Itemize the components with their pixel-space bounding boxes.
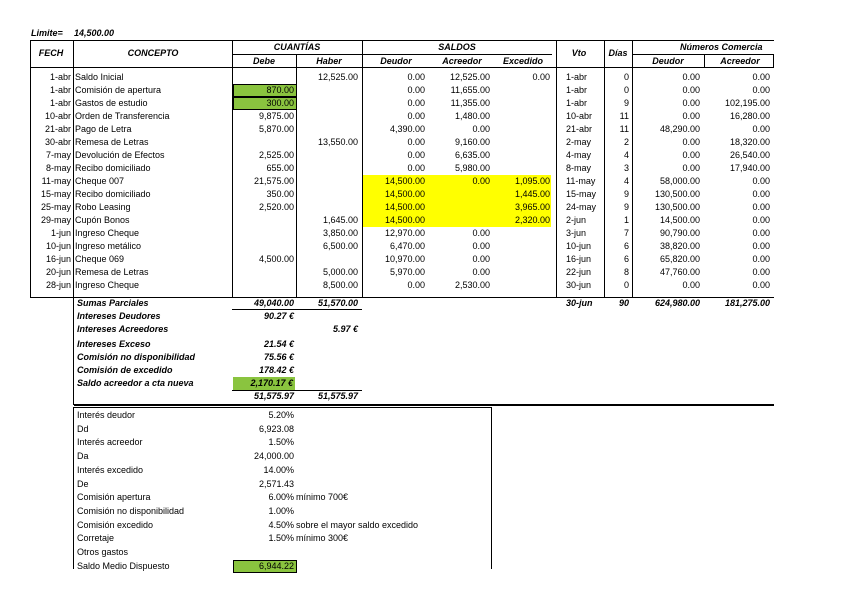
saldo-label: Saldo acreedor a cta nueva <box>77 378 194 388</box>
cell-acreedor: 2,530.00 <box>454 280 490 290</box>
cell-num-deudor: 58,000.00 <box>659 176 700 186</box>
border-num-right <box>773 54 774 68</box>
cell-acreedor: 11,655.00 <box>450 85 490 95</box>
cell-acreedor: 6,635.00 <box>454 150 490 160</box>
cell-fech: 1-jun <box>50 228 71 238</box>
header-saldos: SALDOS <box>438 42 476 52</box>
int-deudores-label: Intereses Deudores <box>77 311 161 321</box>
cell-num-deudor: 90,790.00 <box>659 228 700 238</box>
border-fech <box>73 40 74 298</box>
cell-dias: 0 <box>623 72 629 82</box>
cell-concepto: Ingreso Cheque <box>75 280 140 290</box>
cell-vto: 3-jun <box>566 228 587 238</box>
cell-fech: 1-abr <box>49 98 71 108</box>
cell-haber: 5,000.00 <box>322 267 358 277</box>
param-label: De <box>77 479 89 489</box>
cell-num-acreedor: 0.00 <box>752 280 770 290</box>
cell-deudor: 14,500.00 <box>384 189 425 199</box>
cell-fech: 20-jun <box>45 267 71 277</box>
cell-vto: 24-may <box>566 202 597 212</box>
param-label: Corretaje <box>77 533 115 543</box>
cell-concepto: Comisión de apertura <box>75 85 162 95</box>
summary-left-border <box>73 298 74 405</box>
cell-num-acreedor: 17,940.00 <box>729 163 770 173</box>
cell-concepto: Recibo domiciliado <box>75 163 151 173</box>
cell-num-acreedor: 0.00 <box>752 124 770 134</box>
cell-acreedor: 11,355.00 <box>450 98 490 108</box>
param-label: Otros gastos <box>77 547 129 557</box>
cell-vto: 2-may <box>566 137 592 147</box>
cell-fech: 25-may <box>40 202 71 212</box>
cell-acreedor: 0.00 <box>472 176 490 186</box>
cell-deudor: 10,970.00 <box>384 254 425 264</box>
cell-num-deudor: 0.00 <box>682 72 700 82</box>
cell-dias: 11 <box>619 124 629 134</box>
cell-deudor: 0.00 <box>407 85 425 95</box>
cell-deudor: 14,500.00 <box>384 176 425 186</box>
int-deudores-value: 90.27 € <box>263 311 294 321</box>
cell-haber: 12,525.00 <box>317 72 358 82</box>
cell-dias: 2 <box>623 137 629 147</box>
cell-concepto: Devolución de Efectos <box>75 150 165 160</box>
cell-dias: 9 <box>623 189 629 199</box>
cell-deudor: 14,500.00 <box>384 202 425 212</box>
cell-vto: 10-jun <box>566 241 592 251</box>
cell-vto: 1-abr <box>566 98 588 108</box>
param-value: 1.00% <box>268 506 294 516</box>
cell-num-deudor: 47,760.00 <box>659 267 700 277</box>
cell-num-deudor: 65,820.00 <box>659 254 700 264</box>
cell-deudor: 4,390.00 <box>389 124 425 134</box>
cell-fech: 29-may <box>40 215 71 225</box>
cell-debe: 300.00 <box>233 97 297 110</box>
com-nodisp-value: 75.56 € <box>263 352 294 362</box>
cell-haber: 1,645.00 <box>322 215 358 225</box>
cell-debe: 5,870.00 <box>258 124 294 134</box>
param-value: 6,923.08 <box>258 424 294 434</box>
cell-dias: 4 <box>623 150 629 160</box>
cell-dias: 0 <box>623 85 629 95</box>
cell-acreedor: 0.00 <box>472 267 490 277</box>
cell-num-deudor: 0.00 <box>682 111 700 121</box>
param-value: 1.50% <box>268 533 294 543</box>
limite-value: 14,500.00 <box>74 28 115 38</box>
cell-vto: 8-may <box>566 163 592 173</box>
header-numeros: Números Comercia <box>680 42 763 52</box>
sumas-haber: 51,570.00 <box>317 298 358 308</box>
cell-debe: 2,520.00 <box>258 202 294 212</box>
cell-excedido: 0.00 <box>532 72 550 82</box>
cell-concepto: Cheque 069 <box>75 254 125 264</box>
cell-acreedor: 0.00 <box>472 254 490 264</box>
header-deudor: Deudor <box>380 56 412 66</box>
cell-deudor: 0.00 <box>407 72 425 82</box>
cell-debe: 2,525.00 <box>258 150 294 160</box>
cell-num-deudor: 0.00 <box>682 137 700 147</box>
cell-num-acreedor: 0.00 <box>752 228 770 238</box>
cell-fech: 11-may <box>41 176 71 186</box>
cell-num-deudor: 48,290.00 <box>659 124 700 134</box>
cell-deudor: 12,970.00 <box>384 228 425 238</box>
cell-concepto: Gastos de estudio <box>75 98 148 108</box>
cell-vto: 1-abr <box>566 85 588 95</box>
cell-fech: 7-may <box>45 150 71 160</box>
cell-num-deudor: 0.00 <box>682 280 700 290</box>
cell-vto: 15-may <box>566 189 597 199</box>
param-label: Interés acreedor <box>77 437 143 447</box>
param-label: Da <box>77 451 89 461</box>
cell-concepto: Ingreso Cheque <box>75 228 140 238</box>
cell-fech: 1-abr <box>49 72 71 82</box>
param-value: 5.20% <box>268 410 294 420</box>
int-acreedores-value: 5.97 € <box>332 324 358 334</box>
cell-deudor: 0.00 <box>407 280 425 290</box>
cell-deudor: 0.00 <box>407 150 425 160</box>
cell-deudor: 6,470.00 <box>389 241 425 251</box>
cell-concepto: Ingreso metálico <box>75 241 142 251</box>
cell-debe: 870.00 <box>233 84 297 97</box>
cell-acreedor: 0.00 <box>472 228 490 238</box>
header-vto: Vto <box>571 48 587 58</box>
cell-haber: 13,550.00 <box>317 137 358 147</box>
param-value: 2,571.43 <box>258 479 294 489</box>
cell-acreedor: 5,980.00 <box>454 163 490 173</box>
cell-excedido: 1,095.00 <box>514 176 550 186</box>
cell-num-acreedor: 16,280.00 <box>729 111 770 121</box>
cell-vto: 4-may <box>566 150 592 160</box>
cell-dias: 9 <box>623 98 629 108</box>
header-fech: FECH <box>38 48 64 58</box>
cell-haber: 8,500.00 <box>322 280 358 290</box>
sumas-dias: 90 <box>618 298 629 308</box>
cell-deudor: 14,500.00 <box>384 215 425 225</box>
header-excedido: Excedido <box>502 56 543 66</box>
sumas-num-acreedor: 181,275.00 <box>724 298 770 308</box>
param-value: 6.00% <box>268 492 294 502</box>
cell-excedido: 1,445.00 <box>514 189 550 199</box>
cell-acreedor: 12,525.00 <box>449 72 490 82</box>
param-note: mínimo 700€ <box>296 492 349 502</box>
cell-excedido: 2,320.00 <box>514 215 550 225</box>
header-acreedor: Acreedor <box>442 56 482 66</box>
param-note: mínimo 300€ <box>296 533 349 543</box>
cell-vto: 30-jun <box>566 280 592 290</box>
cell-fech: 16-jun <box>45 254 71 264</box>
param-label: Dd <box>77 424 89 434</box>
cell-debe: 9,875.00 <box>258 111 294 121</box>
param-value: 24,000.00 <box>253 451 294 461</box>
com-excedido-label: Comisión de excedido <box>77 365 173 375</box>
cell-vto: 2-jun <box>566 215 587 225</box>
cell-vto: 10-abr <box>566 111 593 121</box>
header-num-deudor: Deudor <box>652 56 684 66</box>
total-debe: 51,575.97 <box>253 391 294 401</box>
cell-dias: 1 <box>623 215 629 225</box>
com-excedido-value: 178.42 € <box>258 365 294 375</box>
cell-debe: 350.00 <box>266 189 294 199</box>
cell-num-deudor: 130,500.00 <box>654 189 700 199</box>
param-label: Interés excedido <box>77 465 144 475</box>
cell-num-acreedor: 0.00 <box>752 85 770 95</box>
cell-fech: 1-abr <box>49 85 71 95</box>
cell-acreedor: 0.00 <box>472 241 490 251</box>
cell-num-deudor: 0.00 <box>682 150 700 160</box>
cell-num-acreedor: 102,195.00 <box>724 98 770 108</box>
cell-vto: 11-may <box>566 176 596 186</box>
cell-num-acreedor: 0.00 <box>752 72 770 82</box>
int-acreedores-label: Intereses Acreedores <box>77 324 169 334</box>
param-label: Saldo Medio Dispuesto <box>77 561 170 571</box>
header-debe: Debe <box>252 56 275 66</box>
cell-vto: 1-abr <box>566 72 588 82</box>
cell-deudor: 0.00 <box>407 163 425 173</box>
cell-dias: 11 <box>619 111 629 121</box>
cell-num-deudor: 38,820.00 <box>659 241 700 251</box>
param-label: Comisión apertura <box>77 492 151 502</box>
int-exceso-label: Intereses Exceso <box>77 339 151 349</box>
cell-concepto: Recibo domiciliado <box>75 189 151 199</box>
param-value: 6,944.22 <box>233 560 297 573</box>
cell-num-acreedor: 0.00 <box>752 215 770 225</box>
header-dias: Días <box>608 48 628 58</box>
cell-concepto: Cheque 007 <box>75 176 125 186</box>
int-exceso-value: 21.54 € <box>263 339 294 349</box>
cell-fech: 15-may <box>40 189 71 199</box>
sumas-label: Sumas Parciales <box>77 298 149 308</box>
cell-dias: 3 <box>623 163 629 173</box>
summary-bottom-rule <box>74 404 774 406</box>
cell-num-acreedor: 0.00 <box>752 241 770 251</box>
sumas-num-deudor: 624,980.00 <box>654 298 700 308</box>
cell-concepto: Robo Leasing <box>75 202 131 212</box>
cell-fech: 30-abr <box>44 137 71 147</box>
cell-num-acreedor: 0.00 <box>752 202 770 212</box>
cell-concepto: Cupón Bonos <box>75 215 130 225</box>
cell-fech: 8-may <box>45 163 71 173</box>
header-haber: Haber <box>316 56 342 66</box>
cell-num-acreedor: 26,540.00 <box>729 150 770 160</box>
cell-num-acreedor: 0.00 <box>752 176 770 186</box>
cell-num-acreedor: 0.00 <box>752 189 770 199</box>
param-label: Interés deudor <box>77 410 136 420</box>
saldo-value: 2,170.17 € <box>233 377 295 390</box>
cell-vto: 22-jun <box>566 267 592 277</box>
cell-debe: 4,500.00 <box>258 254 294 264</box>
param-label: Comisión no disponibilidad <box>77 506 185 516</box>
param-value: 1.50% <box>268 437 294 447</box>
cell-num-acreedor: 0.00 <box>752 254 770 264</box>
sumas-debe: 49,040.00 <box>253 298 294 308</box>
cell-num-deudor: 130,500.00 <box>654 202 700 212</box>
cell-num-deudor: 0.00 <box>682 85 700 95</box>
cell-dias: 6 <box>623 241 629 251</box>
sumas-vto: 30-jun <box>566 298 593 308</box>
header-concepto: CONCEPTO <box>127 48 179 58</box>
cell-fech: 10-jun <box>45 241 71 251</box>
cell-excedido: 3,965.00 <box>514 202 550 212</box>
cell-deudor: 0.00 <box>407 111 425 121</box>
cell-num-deudor: 0.00 <box>682 163 700 173</box>
border-num-sub <box>704 54 705 68</box>
header-num-acreedor: Acreedor <box>720 56 760 66</box>
cell-deudor: 5,970.00 <box>389 267 425 277</box>
cell-debe: 655.00 <box>266 163 294 173</box>
cell-acreedor: 0.00 <box>472 124 490 134</box>
cell-vto: 21-abr <box>566 124 593 134</box>
border-saldos <box>556 40 557 298</box>
cell-fech: 21-abr <box>44 124 71 134</box>
cell-acreedor: 1,480.00 <box>454 111 490 121</box>
cell-num-acreedor: 18,320.00 <box>729 137 770 147</box>
cell-dias: 6 <box>623 254 629 264</box>
cell-num-acreedor: 0.00 <box>752 267 770 277</box>
com-nodisp-label: Comisión no disponibilidad <box>77 352 195 362</box>
cell-dias: 8 <box>623 267 629 277</box>
param-value: 14.00% <box>263 465 294 475</box>
cell-concepto: Remesa de Letras <box>75 267 149 277</box>
total-haber: 51,575.97 <box>317 391 358 401</box>
cell-deudor: 0.00 <box>407 137 425 147</box>
cell-concepto: Pago de Letra <box>75 124 132 134</box>
cell-num-deudor: 14,500.00 <box>659 215 700 225</box>
cell-concepto: Remesa de Letras <box>75 137 149 147</box>
param-label: Comisión excedido <box>77 520 154 530</box>
cell-num-deudor: 0.00 <box>682 98 700 108</box>
limite-label: Limite= <box>31 28 63 38</box>
cell-acreedor: 9,160.00 <box>454 137 490 147</box>
param-note: sobre el mayor saldo excedido <box>296 520 419 530</box>
cell-concepto: Orden de Transferencia <box>75 111 170 121</box>
param-value: 4.50% <box>268 520 294 530</box>
cell-dias: 4 <box>623 176 629 186</box>
header-cuantias: CUANTÍAS <box>273 42 321 52</box>
cell-dias: 7 <box>623 228 629 238</box>
cell-haber: 6,500.00 <box>322 241 358 251</box>
cell-haber: 3,850.00 <box>322 228 358 238</box>
cell-concepto: Saldo Inicial <box>75 72 124 82</box>
cell-debe: 21,575.00 <box>253 176 294 186</box>
cell-vto: 16-jun <box>566 254 592 264</box>
cell-dias: 9 <box>623 202 629 212</box>
cell-deudor: 0.00 <box>407 98 425 108</box>
cell-fech: 28-jun <box>45 280 71 290</box>
cell-dias: 0 <box>623 280 629 290</box>
cell-fech: 10-abr <box>44 111 71 121</box>
